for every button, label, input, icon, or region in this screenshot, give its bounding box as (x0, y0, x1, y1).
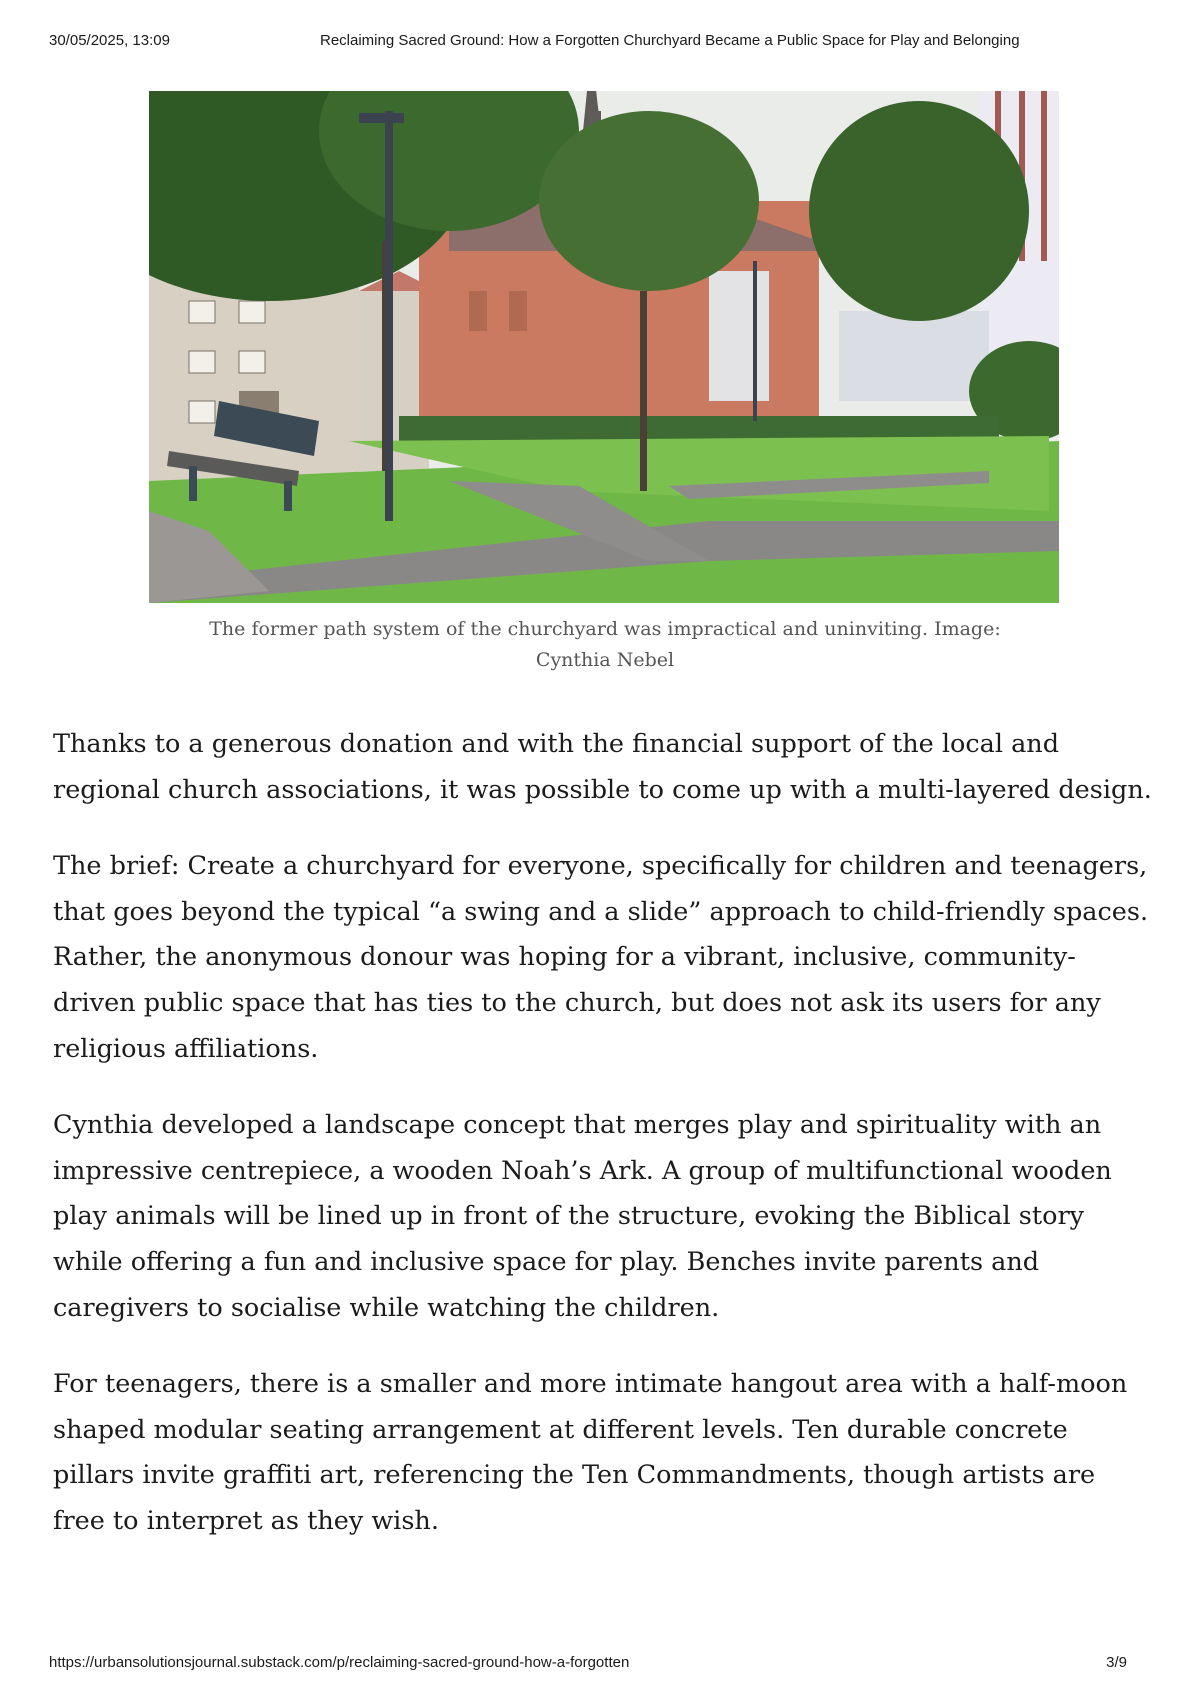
page-number: 3/9 (1106, 1654, 1127, 1671)
print-header (0, 0, 1189, 60)
print-page-title: Reclaiming Sacred Ground: How a Forgotten Churchyard Became a Public Space for Play and Belonging (320, 32, 1020, 49)
churchyard-photo (149, 91, 1059, 603)
article-paragraph: Thanks to a generous donation and with the financial support of the local and regional church associations, it was possible to come up with a multi-layered design. (53, 729, 1152, 805)
article-paragraph: The brief: Create a churchyard for everyone, specifically for children and teenagers, that goes beyond the typical “a swing and a slide” approach to child-friendly spaces. Rather, the anonymous donour was hoping for a vibrant, inclusive, community-driven public space that has ties to the church, but does not ask its users for any religious affiliations. (53, 851, 1149, 1064)
page-url-link[interactable]: https://urbansolutionsjournal.substack.com/p/reclaiming-sacred-ground-how-a-forgotten (49, 1654, 630, 1671)
photo-caption: The former path system of the churchyard was impractical and uninviting. Image: Cynthia Nebel (209, 618, 1001, 671)
article-paragraph: Cynthia developed a landscape concept that merges play and spirituality with an impressive centrepiece, a wooden Noah’s Ark. A group of multifunctional wooden play animals will be lined up in front of the structure, evoking the Biblical story while offering a fun and inclusive space for play. Benches invite parents and caregivers to socialise while watching the children. (53, 1110, 1112, 1323)
print-footer (0, 1648, 1189, 1678)
print-datetime: 30/05/2025, 13:09 (49, 32, 170, 49)
article-paragraph: For teenagers, there is a smaller and more intimate hangout area with a half-moon shaped modular seating arrangement at different levels. Ten durable concrete pillars invite graffiti art, referencing the Ten Commandments, though artists are free to interpret as they wish. (53, 1369, 1128, 1536)
article-body (53, 722, 1153, 1576)
